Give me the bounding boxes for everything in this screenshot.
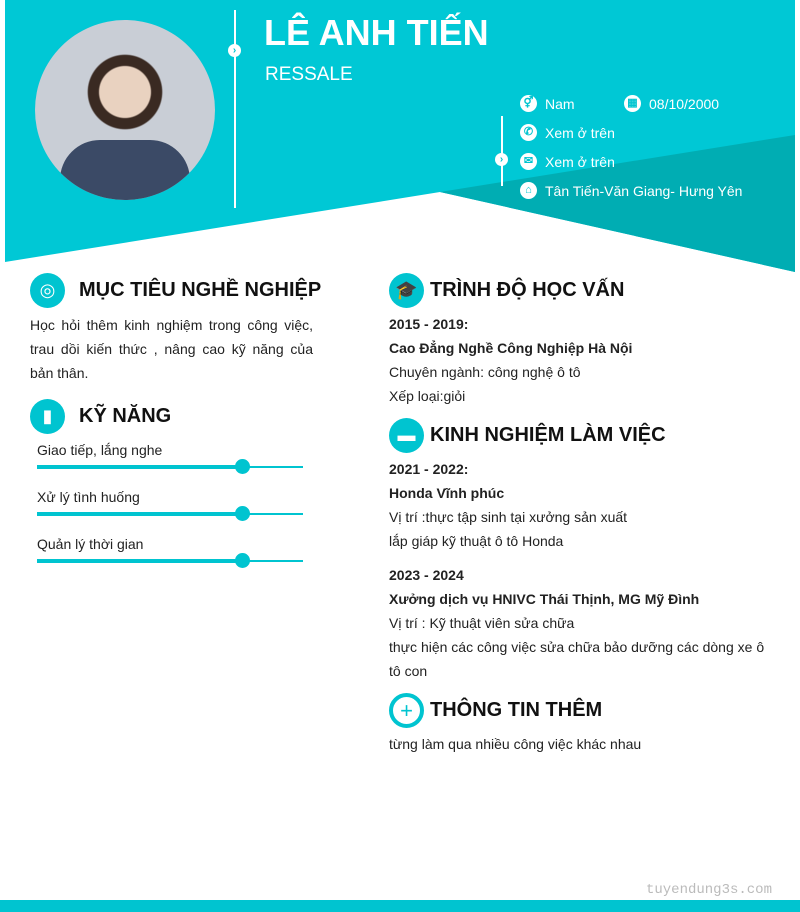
extra-title: THÔNG TIN THÊM xyxy=(430,699,603,721)
education-school: Cao Đẳng Nghề Công Nghiệp Hà Nội xyxy=(389,340,633,356)
skill-bar xyxy=(37,466,303,468)
skills-heading xyxy=(30,399,171,434)
skill-label: Giao tiếp, lắng nghe xyxy=(37,442,163,458)
watermark: tuyendung3s.com xyxy=(645,882,772,898)
candidate-name: LÊ ANH TIẾN xyxy=(264,12,489,53)
candidate-role: RESSALE xyxy=(265,64,353,85)
contact-email xyxy=(520,153,615,170)
education-grade: Xếp loại:giỏi xyxy=(389,388,466,404)
gender-icon: ⚥ xyxy=(520,95,537,112)
chevron-right-icon: › xyxy=(495,153,508,166)
contact-birthday xyxy=(624,95,719,112)
extra-text: từng làm qua nhiều công việc khác nhau xyxy=(389,736,642,752)
experience-heading xyxy=(389,418,666,453)
job-line: Vị trí :thực tập sinh tại xưởng sản xuất xyxy=(389,509,628,525)
skill-knob xyxy=(235,459,250,474)
skill-label: Quản lý thời gian xyxy=(37,536,144,552)
skill-bar xyxy=(37,560,303,562)
avatar xyxy=(35,20,215,200)
job-line: thực hiện các công việc sửa chữa bảo dưỡng các dòng xe ô tô con xyxy=(389,639,765,679)
chevron-right-icon: › xyxy=(228,44,241,57)
birthday-text: 08/10/2000 xyxy=(649,95,720,112)
plus-icon: + xyxy=(389,693,424,728)
experience-entry xyxy=(389,563,769,683)
bar-chart-icon: ▮ xyxy=(30,399,65,434)
job-line: Vị trí : Kỹ thuật viên sửa chữa xyxy=(389,615,575,631)
contact-divider xyxy=(501,116,503,186)
email-icon: ✉ xyxy=(520,153,537,170)
gender-text: Nam xyxy=(545,95,575,112)
job-company: Xưởng dịch vụ HNIVC Thái Thịnh, MG Mỹ Đình xyxy=(389,591,700,607)
education-entry xyxy=(389,312,769,408)
job-company: Honda Vĩnh phúc xyxy=(389,485,505,501)
footer-bar xyxy=(0,900,800,912)
experience-entry xyxy=(389,457,769,553)
skill-label: Xử lý tình huống xyxy=(37,489,140,505)
job-period: 2023 - 2024 xyxy=(389,567,464,583)
education-major: Chuyên ngành: công nghệ ô tô xyxy=(389,364,581,380)
skill-item xyxy=(37,536,303,562)
experience-title: KINH NGHIỆM LÀM VIỆC xyxy=(430,424,666,446)
phone-icon: ✆ xyxy=(520,124,537,141)
skill-knob xyxy=(235,553,250,568)
contact-gender xyxy=(520,95,575,112)
skill-item xyxy=(37,489,303,515)
graduation-cap-icon: 🎓 xyxy=(389,273,424,308)
contact-phone xyxy=(520,124,615,141)
extra-heading xyxy=(389,693,602,728)
objective-text: Học hỏi thêm kinh nghiệm trong công việc, trau dồi kiến thức , nâng cao kỹ năng của bản thân. xyxy=(30,317,313,381)
job-period: 2021 - 2022: xyxy=(389,461,469,477)
skills-title: KỸ NĂNG xyxy=(79,405,172,427)
calendar-icon: ▦ xyxy=(624,95,641,112)
email-text: Xem ở trên xyxy=(545,153,615,170)
objective-heading xyxy=(30,273,321,308)
education-period: 2015 - 2019: xyxy=(389,316,469,332)
contact-address xyxy=(520,182,742,199)
briefcase-icon: ▬ xyxy=(389,418,424,453)
objective-title: MỤC TIÊU NGHỀ NGHIỆP xyxy=(79,279,322,301)
skill-item xyxy=(37,442,303,468)
divider xyxy=(234,10,236,208)
skill-bar xyxy=(37,513,303,515)
education-title: TRÌNH ĐỘ HỌC VẤN xyxy=(430,279,625,301)
phone-text: Xem ở trên xyxy=(545,124,615,141)
home-icon: ⌂ xyxy=(520,182,537,199)
education-heading xyxy=(389,273,624,308)
skill-knob xyxy=(235,506,250,521)
target-icon: ◎ xyxy=(30,273,65,308)
address-text: Tân Tiến-Văn Giang- Hưng Yên xyxy=(545,182,743,199)
job-line: lắp giáp kỹ thuật ô tô Honda xyxy=(389,533,564,549)
